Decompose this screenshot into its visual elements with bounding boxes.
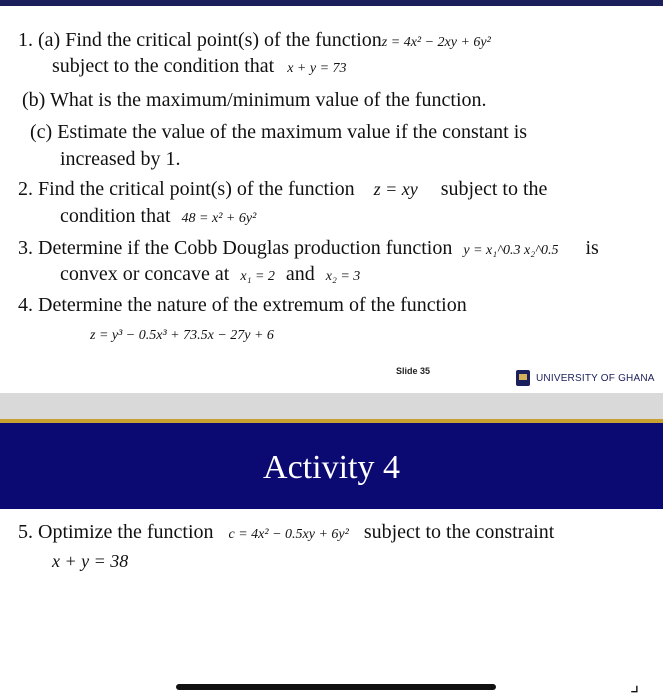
q3-line2-text: convex or concave at — [60, 263, 230, 285]
q2-expression: z = xy — [373, 179, 418, 199]
q2-cond-expression: 48 = x² + 6y² — [181, 211, 257, 226]
question-5-constraint: x + y = 38 — [52, 551, 129, 571]
q3-at-x1: x₁ = 2 — [240, 269, 275, 284]
question-5 — [18, 520, 554, 547]
question-1b: (b) What is the maximum/minimum value of the function. — [22, 89, 487, 111]
question-2 — [18, 177, 547, 201]
q2-cond-text: condition that — [60, 205, 171, 227]
university-name: UNIVERSITY OF GHANA — [536, 372, 655, 384]
q3-suffix: is — [585, 237, 599, 259]
scroll-hook-icon: ⌟ — [630, 672, 640, 696]
q3-expression: y = x₁^0.3 x₂^0.5 — [463, 243, 559, 258]
question-1a-condition — [52, 54, 347, 81]
university-crest-icon — [516, 370, 530, 386]
q3-text: 3. Determine if the Cobb Douglas production function — [18, 237, 453, 259]
q1a-text: 1. (a) Find the critical point(s) of the function — [18, 29, 382, 51]
q2-text: 2. Find the critical point(s) of the function — [18, 178, 355, 200]
q2-suffix: subject to the — [440, 178, 548, 200]
q5-expression: c = 4x² − 0.5xy + 6y² — [228, 527, 349, 542]
question-1a — [18, 28, 491, 55]
q3-at-x2: x₂ = 3 — [325, 269, 361, 284]
question-3-cont — [60, 262, 360, 289]
q5-text: 5. Optimize the function — [18, 521, 214, 543]
activity-banner — [0, 419, 663, 509]
question-3 — [18, 236, 599, 263]
banner-title: Activity 4 — [263, 449, 400, 486]
question-1c: (c) Estimate the value of the maximum value if the constant is — [30, 121, 528, 143]
question-4-expression: z = y³ − 0.5x³ + 73.5x − 27y + 6 — [90, 328, 274, 343]
university-logo — [516, 370, 655, 386]
q1a-expression: z = 4x² − 2xy + 6y² — [381, 35, 491, 50]
home-indicator-icon[interactable] — [176, 684, 496, 690]
slide-separator — [0, 393, 663, 419]
question-1c-cont: increased by 1. — [60, 148, 181, 170]
q1a-cond-text: subject to the condition that — [52, 55, 275, 77]
question-4: 4. Determine the nature of the extremum of the function — [18, 294, 467, 316]
question-2-condition — [60, 204, 256, 231]
q1a-cond-expression: x + y = 73 — [287, 61, 347, 76]
slide-activity-4 — [0, 419, 663, 700]
slide-number: Slide 35 — [396, 366, 431, 376]
q5-suffix: subject to the constraint — [363, 521, 555, 543]
q3-and: and — [285, 263, 315, 285]
